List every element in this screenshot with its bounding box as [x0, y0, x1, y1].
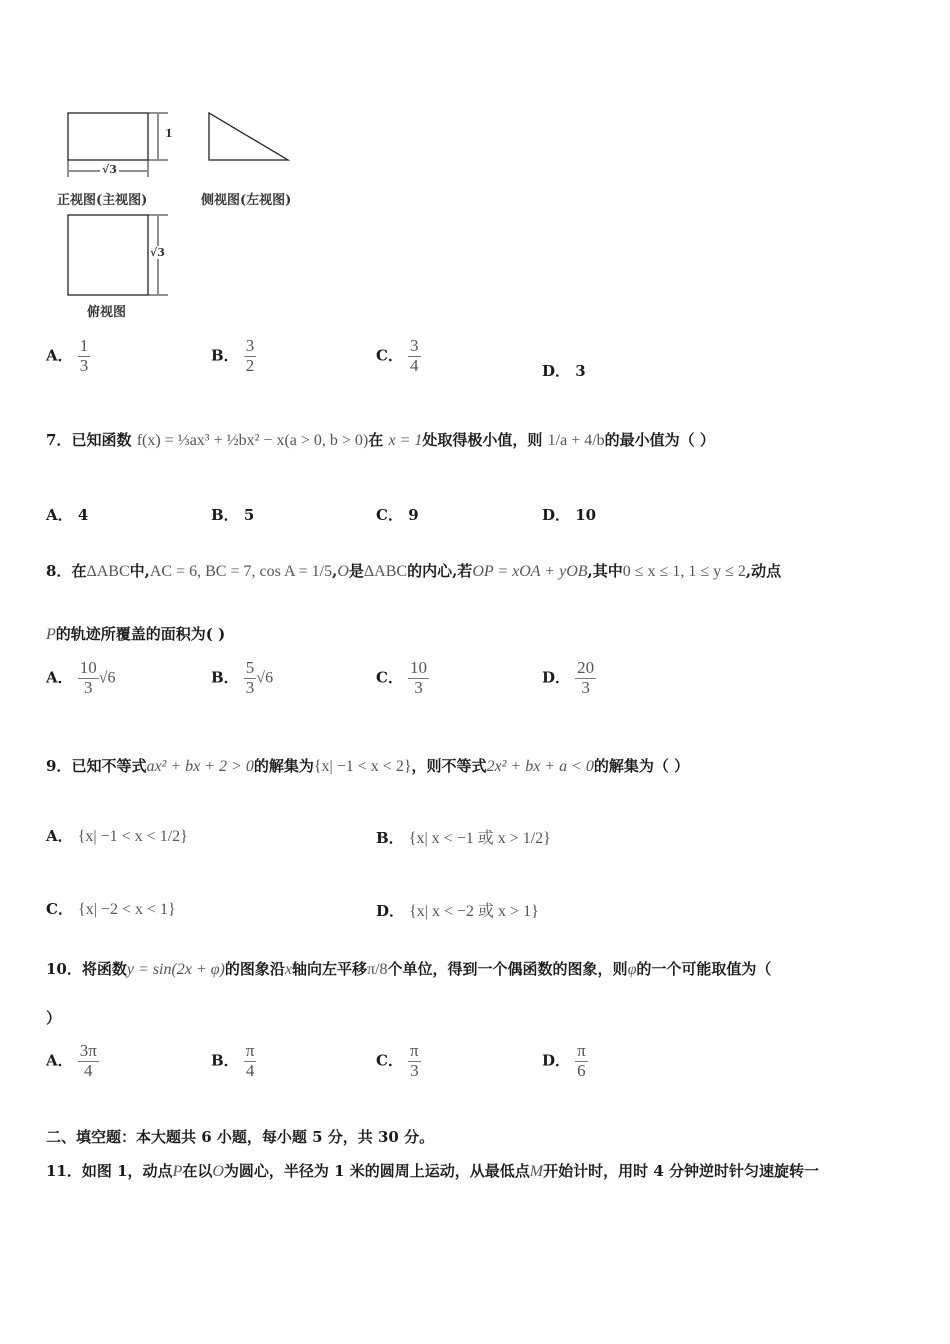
q9-number: 9． — [46, 757, 72, 775]
q10-function: y = sin(2x + φ) — [126, 961, 225, 978]
q9-option-d[interactable]: D． {x| x < −2 或 x > 1} — [376, 902, 539, 920]
option-fraction: $\frac{1}{3}$ — [79, 336, 89, 375]
q7-function: f(x) = ⅓ax³ + ½bx² − x(a > 0, b > 0) — [136, 432, 369, 449]
section-2-heading: 二、填空题：本大题共 6 小题，每小题 5 分，共 30 分。 — [46, 1128, 435, 1146]
q9-option-c[interactable]: C． {x| −2 < x < 1} — [46, 900, 176, 918]
q7-option-a[interactable]: A． 4 — [46, 506, 89, 524]
q7-text: 处取得极小值，则 — [422, 431, 543, 449]
q7-expression: 1/a + 4/b — [547, 432, 605, 449]
question-11: 11．如图 1，动点P在以O为圆心，半径为 1 米的圆周上运动，从最低点M开始计时，用时 4 分钟逆时针匀速旋转一 — [46, 1162, 820, 1180]
q9-option-b[interactable]: B． {x| x < −1 或 x > 1/2} — [376, 829, 551, 847]
q8-vector: OP = xOA + yOB — [472, 563, 588, 580]
q9-inequality-1: ax² + bx + 2 > 0 — [146, 758, 254, 775]
dim-depth: √3 — [150, 246, 165, 259]
q7-option-c[interactable]: C． 9 — [376, 506, 419, 524]
option-label: B． — [211, 346, 239, 365]
q7-condition: x = 1 — [388, 432, 423, 449]
q8-option-c[interactable]: C． $\frac{10}{3}$ — [376, 658, 428, 697]
q6-option-c[interactable] — [376, 337, 421, 375]
question-10: 10．将函数y = sin(2x + φ)的图象沿x轴向左平移π/8个单位，得到一个偶函数的图象，则φ的一个可能取值为（ — [46, 960, 772, 978]
dim-height: 1 — [165, 127, 173, 140]
q8-number: 8． — [46, 562, 72, 580]
q10-option-a[interactable]: A． $\frac{3\pi}{4}$ — [46, 1041, 97, 1080]
side-view-label: 侧视图(左视图) — [201, 193, 292, 208]
q8-given: AC = 6, BC = 7, cos A = 1/5 — [149, 563, 333, 580]
q8-range: 0 ≤ x ≤ 1, 1 ≤ y ≤ 2 — [622, 563, 746, 580]
q10-line2: ） — [46, 1009, 62, 1027]
q6-option-b[interactable] — [211, 337, 256, 375]
top-view-rect — [68, 215, 148, 295]
q6-option-a[interactable] — [46, 337, 90, 375]
side-view-triangle — [209, 113, 288, 160]
dim-width: √3 — [102, 163, 117, 176]
question-8: 8．在ΔABC中,AC = 6, BC = 7, cos A = 1/5,O是ΔABC的内心,若OP = xOA + yOB,其中0 ≤ x ≤ 1, 1 ≤ y ≤ 2,动点 — [46, 562, 782, 580]
q11-number: 11． — [46, 1162, 82, 1180]
question-9: 9．已知不等式ax² + bx + 2 > 0的解集为{x| −1 < x < 2}，则不等式2x² + bx + a < 0的解集为（ ） — [46, 757, 690, 775]
option-label: C． — [376, 346, 403, 365]
q10-option-b[interactable]: B． $\frac{\pi}{4}$ — [211, 1041, 255, 1080]
q9-option-a[interactable]: A． {x| −1 < x < 1/2} — [46, 827, 188, 845]
front-view-label: 正视图(主视图) — [57, 193, 148, 208]
front-view-rect — [68, 113, 148, 160]
q10-option-c[interactable]: C． $\frac{\pi}{3}$ — [376, 1041, 419, 1080]
q7-option-b[interactable]: B． 5 — [211, 506, 255, 524]
q9-inequality-2: 2x² + bx + a < 0 — [486, 758, 594, 775]
q7-number: 7． — [46, 431, 72, 449]
q8-triangle: ΔABC — [86, 563, 130, 580]
option-label: A． — [46, 346, 73, 365]
q7-text: 在 — [368, 431, 384, 449]
option-fraction: $\frac{3}{2}$ — [245, 336, 255, 375]
q7-text: 已知函数 — [71, 431, 132, 449]
option-fraction: $\frac{3}{4}$ — [410, 336, 419, 375]
three-view-figure — [55, 105, 315, 325]
q8-line2: P的轨迹所覆盖的面积为( ) — [46, 625, 226, 643]
q10-shift: π/8 — [367, 961, 388, 978]
q8-option-d[interactable]: D． $\frac{20}{3}$ — [542, 658, 595, 697]
q6-option-d[interactable] — [542, 360, 586, 381]
q8-option-a[interactable]: A． $\frac{10}{3}$ √6 — [46, 658, 116, 697]
q10-number: 10． — [46, 960, 82, 978]
q7-text: 的最小值为（ ） — [604, 431, 715, 449]
option-value: 3 — [575, 362, 586, 380]
q8-option-b[interactable]: B． $\frac{5}{3}$ √6 — [211, 658, 274, 697]
q7-option-d[interactable]: D． 10 — [542, 506, 597, 524]
option-label: D． — [542, 362, 571, 380]
q10-option-d[interactable]: D． $\frac{\pi}{6}$ — [542, 1041, 586, 1080]
top-view-label: 俯视图 — [87, 305, 127, 320]
question-7 — [46, 420, 715, 461]
q9-solution-set: {x| −1 < x < 2} — [313, 758, 412, 775]
